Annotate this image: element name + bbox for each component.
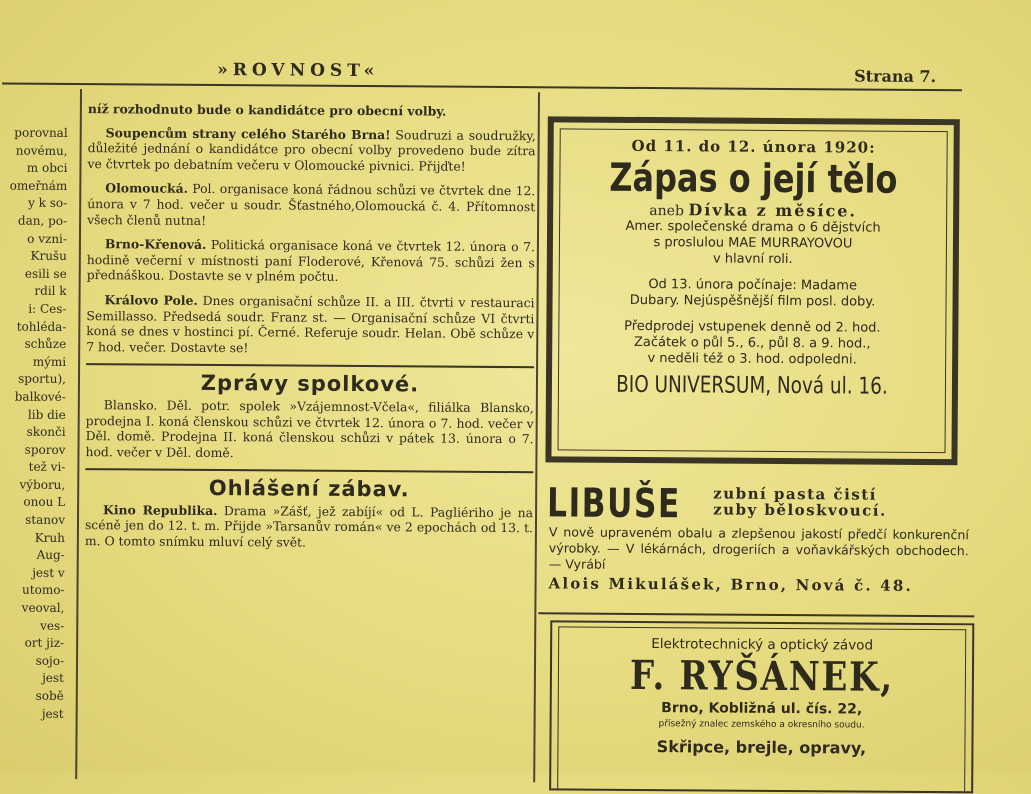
column-fragment: o vzni- [27,231,68,246]
column-fragment: Kruh [34,530,65,545]
column-fragment: schůze [24,336,67,352]
column-fragment: lib die [27,407,66,422]
column-fragment: Aug- [36,548,65,563]
middle-column [85,101,536,561]
page-number: Strana 7. [854,66,937,87]
toothpaste-advertisement [546,480,977,595]
cinema-name: BIO UNIVERSUM, Nová ul. 16. [616,371,888,400]
column-fragment: utomo- [22,583,65,598]
column-fragment: skonči [26,424,66,440]
column-fragment: sportu), [18,371,67,387]
column-fragment: stanov [25,512,66,528]
notice-blansko: Blansko. Děl. potr. spolek »Vzájemnost-Včela«, filiálka Blansko, prodejna I. koná členskou schůzi ve čtvrtek 12. února o 7. hod. večer v Děl. domě. Prodejna II. koná členskou schůzi v pátek 13. února o 7. hod. večer v Děl. domě. [85,397,534,460]
column-fragment: výboru, [19,477,66,492]
ad-line: Amer. společenské drama o 6 dějstvích [625,218,881,236]
column-fragment: sporov [24,442,66,457]
notice-kino-republika: Kino Republika. Drama »Zášť, jež zabíjí« od L. Pagliériho je na scéně jen do 12. t. m. Přijde »Tarsanův román« ve 2 epochách od 13. t. m. O tomto snímku mluví celý svět. [84,502,534,550]
business-address: Brno, Kobližná ul. čís. 22, [661,700,863,718]
column-fragment: esili se [24,266,67,281]
column-fragment: ves- [40,618,65,633]
column-fragment: sojo- [35,653,65,668]
masthead: »ROVNOST« [217,60,380,82]
column-fragment: jest v [32,565,65,580]
column-fragment: mými [32,354,67,369]
notice-stare-brno: Soupencům strany celého Starého Brna! Soudruzi a soudružky, důležité jednání o kandidátce pro obecní volby provedeno bude zítra ve čtvrtek po debatním večeru v Olomoucké pivnici. Přijďte! [87,124,536,174]
column-fragment: porovnal [14,125,68,140]
column-fragment: tež vi- [28,459,66,475]
ad-line: Začátek o půl 5., 6., půl 8. a 9. hod., [633,334,871,352]
ad-line: Dubary. Nejúspěšnější film posl. doby. [629,292,876,310]
notice-olomoucka: Olomoucká. Pol. organisace koná řádnou schůzi ve čtvrtek dne 12. února v 7 hod. večer u soudr. Šťastného,Olomoucká č. 4. Přítomnost všech členů nutna! [87,180,536,228]
column-fragment: i: Ces- [28,301,67,316]
column-fragment: dan, po- [17,213,68,228]
brand-name: LIBUŠE [546,480,682,528]
ad-separator [538,612,974,617]
column-fragment: ort jiz- [24,635,65,651]
column-fragment: tohléda- [16,319,67,334]
column-fragment: jest [41,706,64,721]
film-subtitle: aneb Dívka z měsíce. [649,200,858,221]
ad-body: V nově upraveném obalu a zlepšenou jakostí předčí konkurenční výrobky. — V lékárnách, drogeriích a voňavkářských obchodech. — Vyrábí [548,524,969,572]
ad-line: s proslulou MAE MURRAYOVOU [653,235,853,252]
business-name: F. RYŠÁNEK, [629,651,895,701]
section-title-zabavy: Ohlášení zábav. [208,476,410,502]
left-column-fragments [0,125,68,724]
business-type: Elektrotechnický a optický závod [651,636,874,654]
column-rule-left [75,89,82,779]
optician-advertisement [549,620,974,793]
film-title: Zápas o její tělo [609,155,898,203]
section-title-zpravy: Zprávy spolkové. [200,371,420,397]
column-fragment: Krušu [30,248,67,264]
business-credential: přísežný znalec zemského a okresního soudu. [658,719,865,731]
header-rule [2,83,962,92]
cinema-advertisement [545,116,959,465]
article-continuation: níž rozhodnuto bude o kandidátce pro obecní volby. [87,101,447,119]
ad-line: Od 13. února počínaje: Madame [648,277,858,294]
column-fragment: jest [42,671,64,686]
brand-tagline: zubní pasta čistí zuby běloskvoucí. [713,484,887,520]
column-fragment: y k so- [28,196,68,211]
section-rule [85,468,533,473]
manufacturer: Alois Mikulášek, Brno, Nová č. 48. [548,574,913,595]
column-fragment: novému, [15,143,68,158]
column-fragment: rdil k [34,284,67,299]
notice-kralovo-pole: Královo Pole. Dnes organisační schůze II. a III. čtvrti v restauraci Semillasso. Předsedá soudr. Franz st. — Organisační schůze VI čtvrti koná se dnes v hostinci pí. Černé. Referuje soudr. Helan. Obě schůze v 7 hod. večer. Dostavte se! [86,292,535,355]
ad-line: v neděli též o 3. hod. odpoledni. [647,351,857,368]
column-fragment: balkové- [14,389,66,404]
section-rule [86,363,534,368]
ad-line: v hlavní roli. [712,251,793,268]
business-products: Skřipce, brejle, opravy, [656,737,867,758]
column-fragment: sobě [35,688,64,703]
notice-krenova: Brno-Křenová. Politická organisace koná ve čtvrtek 12. února o 7. hodině večerní v místnosti paní Floderové, Křenová 75. schůzi žen s přednáškou. Dostavte se v plném počtu. [86,236,535,285]
ad-date: Od 11. do 12. února 1920: [631,136,876,157]
ad-line: Předprodej vstupenek denně od 2. hod. [624,318,881,336]
column-fragment: onou L [23,495,66,510]
column-fragment: veoval, [21,600,65,615]
column-fragment: m obci [26,160,68,176]
column-fragment: omeřnám [9,178,68,193]
